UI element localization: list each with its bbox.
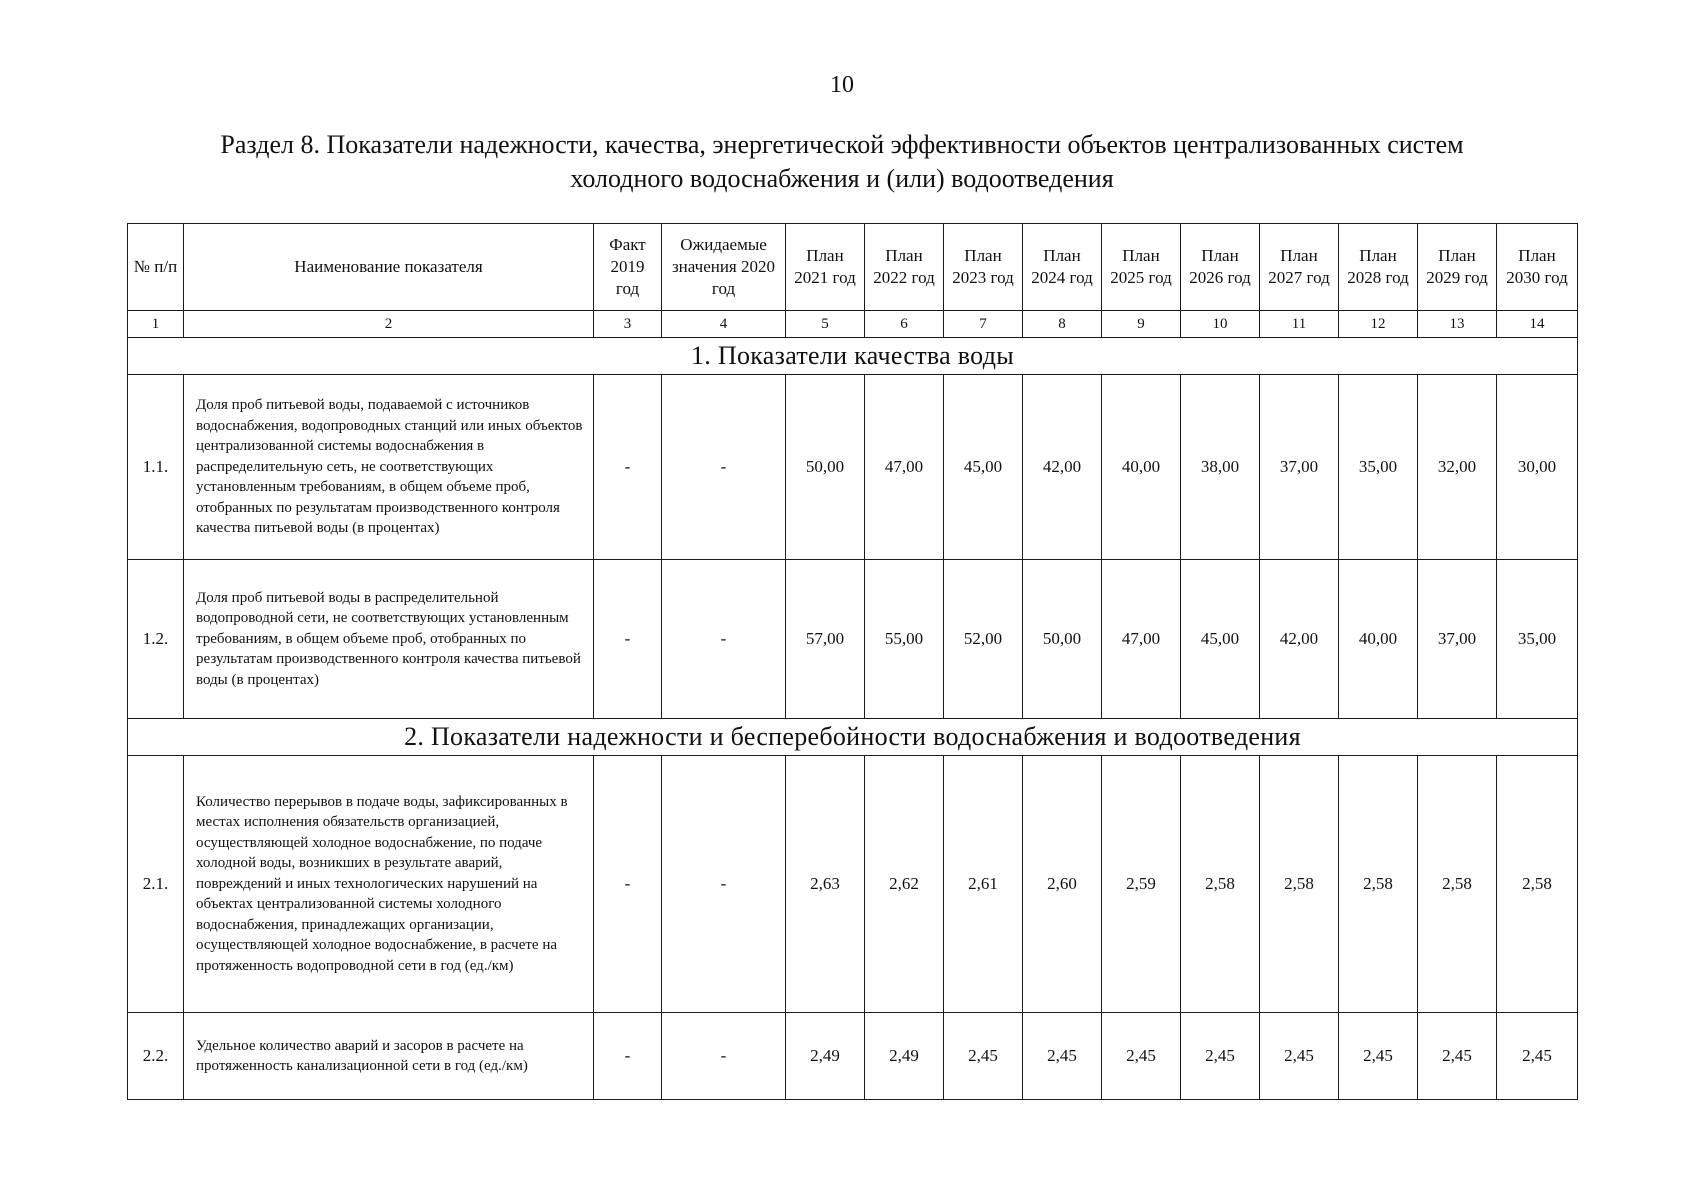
value-cell: 2,45 <box>1102 1013 1181 1100</box>
section-title-line-1: Раздел 8. Показатели надежности, качества, энергетической эффективности объектов централизованных систем <box>220 130 1464 159</box>
header-cell: План 2023 год <box>944 224 1023 311</box>
header-cell: Ожидаемые значения 2020 год <box>662 224 786 311</box>
header-cell: Наименование показателя <box>184 224 594 311</box>
table-row <box>128 1013 1578 1100</box>
group-title: 2. Показатели надежности и бесперебойности водоснабжения и водоотведения <box>128 719 1578 756</box>
header-cell: План 2030 год <box>1497 224 1578 311</box>
value-cell: 2,45 <box>1339 1013 1418 1100</box>
value-cell: 2,49 <box>865 1013 944 1100</box>
value-cell: 52,00 <box>944 560 1023 719</box>
indicator-name: Доля проб питьевой воды, подаваемой с источников водоснабжения, водопроводных станций или иных объектов централизованной системы водоснабжения в распределительную сеть, не соответствующих установленным требованиям, в общем объеме проб, отобранных по результатам производственного контроля качества питьевой воды (в процентах) <box>184 375 594 560</box>
value-cell: 32,00 <box>1418 375 1497 560</box>
value-cell: 2,45 <box>1497 1013 1578 1100</box>
value-cell: 35,00 <box>1339 375 1418 560</box>
column-number-cell: 5 <box>786 311 865 338</box>
column-number-cell: 9 <box>1102 311 1181 338</box>
value-cell: 2,62 <box>865 756 944 1013</box>
header-cell: План 2024 год <box>1023 224 1102 311</box>
section-title <box>100 128 1584 196</box>
value-cell: 57,00 <box>786 560 865 719</box>
header-cell: План 2029 год <box>1418 224 1497 311</box>
value-cell: 37,00 <box>1260 375 1339 560</box>
row-number: 1.1. <box>128 375 184 560</box>
value-cell: 45,00 <box>944 375 1023 560</box>
table-row <box>128 375 1578 560</box>
section-title-line-2: холодного водоснабжения и (или) водоотведения <box>570 164 1114 193</box>
value-cell: 50,00 <box>786 375 865 560</box>
value-cell: 38,00 <box>1181 375 1260 560</box>
value-cell: 2,58 <box>1339 756 1418 1013</box>
column-number-cell: 3 <box>594 311 662 338</box>
header-cell: План 2022 год <box>865 224 944 311</box>
value-cell: 2,49 <box>786 1013 865 1100</box>
value-cell: 47,00 <box>1102 560 1181 719</box>
value-cell: 55,00 <box>865 560 944 719</box>
value-cell: 2,45 <box>1260 1013 1339 1100</box>
page-number: 10 <box>830 72 854 98</box>
column-number-cell: 4 <box>662 311 786 338</box>
header-cell: № п/п <box>128 224 184 311</box>
table-row <box>128 756 1578 1013</box>
column-number-cell: 2 <box>184 311 594 338</box>
header-cell: Факт 2019 год <box>594 224 662 311</box>
column-number-cell: 10 <box>1181 311 1260 338</box>
value-cell: 40,00 <box>1102 375 1181 560</box>
value-cell: 2,61 <box>944 756 1023 1013</box>
value-cell: 2,58 <box>1497 756 1578 1013</box>
indicator-name: Количество перерывов в подаче воды, зафиксированных в местах исполнения обязательств организацией, осуществляющей холодное водоснабжение, по подаче холодной воды, возникших в результате аварий, повреждений и иных технологических нарушений на объектах централизованной системы холодного водоснабжения, принадлежащих организации, осуществляющей холодное водоснабжение, в расчете на протяженность водопроводной сети в год (ед./км) <box>184 756 594 1013</box>
header-cell: План 2028 год <box>1339 224 1418 311</box>
header-row <box>128 224 1578 311</box>
value-cell: - <box>594 1013 662 1100</box>
column-number-cell: 6 <box>865 311 944 338</box>
value-cell: - <box>662 560 786 719</box>
value-cell: 37,00 <box>1418 560 1497 719</box>
value-cell: 2,63 <box>786 756 865 1013</box>
value-cell: 40,00 <box>1339 560 1418 719</box>
value-cell: 2,45 <box>944 1013 1023 1100</box>
row-number: 2.2. <box>128 1013 184 1100</box>
value-cell: 2,60 <box>1023 756 1102 1013</box>
indicator-name: Доля проб питьевой воды в распределительной водопроводной сети, не соответствующих установленным требованиям, в общем объеме проб, отобранных по результатам производственного контроля качества питьевой воды (в процентах) <box>184 560 594 719</box>
column-number-cell: 13 <box>1418 311 1497 338</box>
column-number-cell: 12 <box>1339 311 1418 338</box>
value-cell: 2,59 <box>1102 756 1181 1013</box>
value-cell: 2,45 <box>1418 1013 1497 1100</box>
row-number: 2.1. <box>128 756 184 1013</box>
value-cell: 50,00 <box>1023 560 1102 719</box>
table-row <box>128 560 1578 719</box>
column-number-cell: 1 <box>128 311 184 338</box>
header-cell: План 2025 год <box>1102 224 1181 311</box>
indicators-table <box>127 223 1578 1100</box>
value-cell: 2,58 <box>1260 756 1339 1013</box>
value-cell: - <box>662 375 786 560</box>
value-cell: - <box>594 756 662 1013</box>
column-number-cell: 8 <box>1023 311 1102 338</box>
column-number-cell: 14 <box>1497 311 1578 338</box>
value-cell: 2,45 <box>1023 1013 1102 1100</box>
value-cell: 47,00 <box>865 375 944 560</box>
value-cell: 2,45 <box>1181 1013 1260 1100</box>
column-number-cell: 7 <box>944 311 1023 338</box>
header-cell: План 2021 год <box>786 224 865 311</box>
column-number-row <box>128 311 1578 338</box>
value-cell: - <box>594 560 662 719</box>
value-cell: 30,00 <box>1497 375 1578 560</box>
value-cell: 42,00 <box>1260 560 1339 719</box>
group-row-reliability <box>128 719 1578 756</box>
row-number: 1.2. <box>128 560 184 719</box>
value-cell: 45,00 <box>1181 560 1260 719</box>
indicator-name: Удельное количество аварий и засоров в расчете на протяженность канализационной сети в год (ед./км) <box>184 1013 594 1100</box>
value-cell: 2,58 <box>1418 756 1497 1013</box>
value-cell: - <box>662 1013 786 1100</box>
header-cell: План 2026 год <box>1181 224 1260 311</box>
value-cell: 35,00 <box>1497 560 1578 719</box>
header-cell: План 2027 год <box>1260 224 1339 311</box>
value-cell: 2,58 <box>1181 756 1260 1013</box>
value-cell: 42,00 <box>1023 375 1102 560</box>
column-number-cell: 11 <box>1260 311 1339 338</box>
value-cell: - <box>662 756 786 1013</box>
group-row-water-quality <box>128 338 1578 375</box>
value-cell: - <box>594 375 662 560</box>
group-title: 1. Показатели качества воды <box>128 338 1578 375</box>
